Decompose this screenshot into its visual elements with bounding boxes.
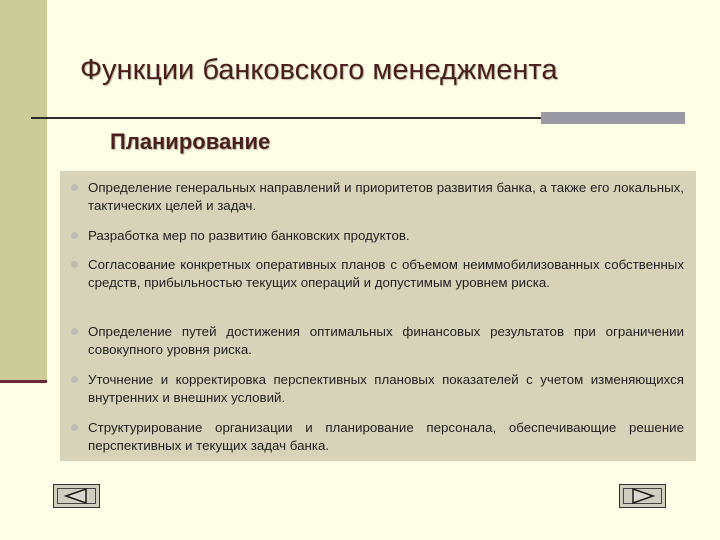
bullet-text: Уточнение и корректировка перспективных плановых показателей с учетом изменяющихся внутренних и внешних условий. <box>88 372 684 405</box>
bullet-dot-icon <box>71 261 78 268</box>
title-divider-accent <box>541 112 685 124</box>
previous-slide-button[interactable] <box>53 484 100 508</box>
triangle-left-icon <box>54 485 99 507</box>
bullet-dot-icon <box>71 232 78 239</box>
slide-title: Функции банковского менеджмента <box>80 54 558 86</box>
bullet-text: Разработка мер по развитию банковских продуктов. <box>88 228 410 243</box>
bullet-text: Согласование конкретных оперативных планов с объемом неиммобилизованных собственных средств, прибыльностью текущих операций и допустимым уровнем риска. <box>88 257 684 290</box>
bullet-dot-icon <box>71 184 78 191</box>
title-divider <box>31 117 541 119</box>
bullet-dot-icon <box>71 328 78 335</box>
bullet-text: Определение генеральных направлений и приоритетов развития банка, а также его локальных, тактических целей и задач. <box>88 180 684 213</box>
slide-subtitle: Планирование <box>110 129 271 154</box>
bullet-dot-icon <box>71 424 78 431</box>
bullet-text: Определение путей достижения оптимальных финансовых результатов при ограничении совокупного уровня риска. <box>88 324 684 357</box>
triangle-right-icon <box>620 485 665 507</box>
next-slide-button[interactable] <box>619 484 666 508</box>
bullet-text: Структурирование организации и планирование персонала, обеспечивающие решение перспективных и текущих задач банка. <box>88 420 684 453</box>
left-band-underline <box>0 380 47 383</box>
bullet-dot-icon <box>71 376 78 383</box>
content-panel <box>60 171 696 461</box>
left-accent-band <box>0 0 47 383</box>
